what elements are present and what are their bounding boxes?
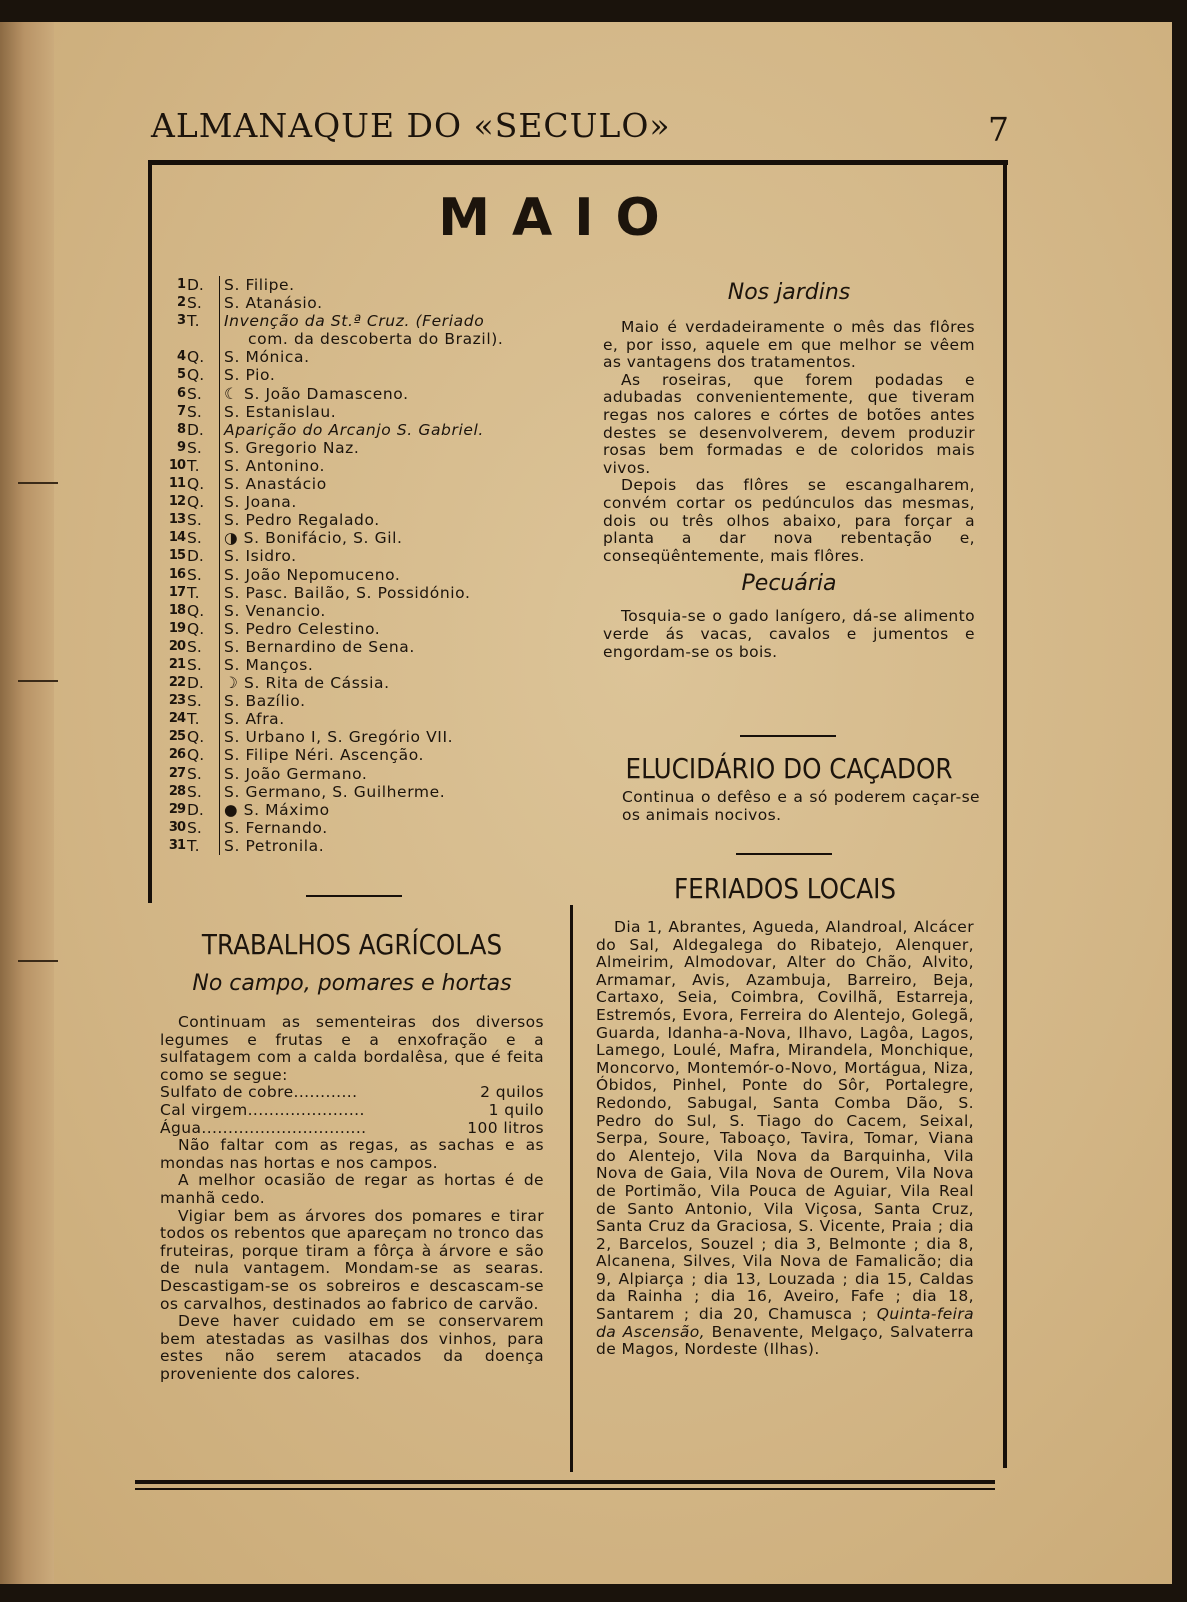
calendar-row <box>166 421 566 439</box>
calendar-weekday: Q. <box>187 619 205 638</box>
calendar-weekday: S. <box>187 782 202 801</box>
recipe-quantity: 100 litros <box>467 1118 544 1137</box>
calendar-saint: S. Pasc. Bailão, S. Possidónio. <box>219 584 471 602</box>
calendar-row <box>166 801 566 819</box>
frame-right-rule <box>1003 160 1007 1468</box>
calendar-weekday: Q. <box>187 746 205 765</box>
calendar-day: 3 <box>176 313 185 329</box>
calendar-day: 6 <box>176 385 185 401</box>
calendar-weekday: Q. <box>187 493 205 512</box>
calendar-day: 13 <box>168 512 185 528</box>
calendar-day: 5 <box>176 367 185 383</box>
calendar-saint: S. Germano, S. Guilherme. <box>219 783 445 801</box>
calendar-day: 28 <box>168 783 185 799</box>
calendar-day: 9 <box>176 439 185 455</box>
section-rule <box>736 853 832 855</box>
month-title: MAIO <box>438 188 682 248</box>
calendar-weekday: Q. <box>187 728 205 747</box>
calendar-saint: Invenção da St.ª Cruz. (Feriado <box>219 312 484 330</box>
calendar-weekday: S. <box>187 692 202 711</box>
recipe-list <box>160 1084 544 1137</box>
calendar-saint: S. Joana. <box>219 493 297 511</box>
calendar-row <box>166 294 566 312</box>
calendar-weekday: S. <box>187 511 202 530</box>
page-number: 7 <box>988 110 1009 149</box>
calendar-saint: S. Pedro Regalado. <box>219 511 380 529</box>
calendar-row <box>166 728 566 746</box>
calendar-day: 22 <box>168 675 185 691</box>
calendar-saint: S. Fernando. <box>219 819 328 837</box>
calendar-day: 20 <box>168 638 185 654</box>
calendar-row <box>166 710 566 728</box>
calendar-day: 19 <box>168 620 185 636</box>
calendar-weekday: S. <box>187 637 202 656</box>
recipe-line <box>160 1120 544 1138</box>
calendar-day: 24 <box>168 711 185 727</box>
trabalhos-paragraph: Deve haver cuidado em se conservarem bem atestadas as vasilhas dos vinhos, para estes não serem atacados da doença proveniente dos calores. <box>160 1312 544 1383</box>
elucidario-heading: ELUCIDÁRIO DO CAÇADOR <box>625 752 953 785</box>
elucidario-section <box>598 752 980 824</box>
calendar-weekday: S. <box>187 384 202 403</box>
calendar-saint: ☽ S. Rita de Cássia. <box>219 674 390 692</box>
calendar-weekday: S. <box>187 294 202 313</box>
calendar-day: 29 <box>168 801 185 817</box>
frame-bottom-rule-thin <box>135 1488 995 1490</box>
calendar-saint: S. Petronila. <box>219 837 324 855</box>
calendar-saint: S. João Nepomuceno. <box>219 566 400 584</box>
calendar-saint: S. Anastácio <box>219 475 327 493</box>
calendar-saint: S. Bernardino de Sena. <box>219 638 415 656</box>
calendar-saint: S. Afra. <box>219 710 285 728</box>
calendar-row <box>166 656 566 674</box>
feriados-section <box>596 872 974 1359</box>
calendar-saint: ☾ S. João Damasceno. <box>219 385 409 403</box>
calendar-saint: S. Venancio. <box>219 602 326 620</box>
calendar-row <box>166 584 566 602</box>
recipe-quantity: 1 quilo <box>488 1100 544 1119</box>
calendar-weekday: D. <box>187 276 204 294</box>
running-header: ALMANAQUE DO «SECULO» <box>151 106 671 145</box>
calendar-saint: S. Estanislau. <box>219 403 336 421</box>
spine-tick <box>18 680 58 682</box>
trabalhos-heading: TRABALHOS AGRÍCOLAS <box>201 928 503 961</box>
section-rule <box>740 735 836 737</box>
calendar-day: 25 <box>168 729 185 745</box>
calendar-row <box>166 602 566 620</box>
calendar-weekday: T. <box>187 710 200 729</box>
calendar-weekday: S. <box>187 438 202 457</box>
calendar-row <box>166 403 566 421</box>
calendar-row <box>166 620 566 638</box>
calendar-saint: S. Pedro Celestino. <box>219 620 380 638</box>
calendar-day: 8 <box>176 421 185 437</box>
frame-top-rule <box>148 160 1008 165</box>
calendar-row <box>166 819 566 837</box>
calendar-weekday: D. <box>187 420 204 439</box>
calendar-row <box>166 330 566 348</box>
calendar-day: 17 <box>168 584 185 600</box>
calendar-weekday: D. <box>187 800 204 819</box>
jardins-heading: Nos jardins <box>727 280 851 305</box>
jardins-paragraph: As roseiras, que forem podadas e adubadas convenientemente, que tiveram regas nos calores e córtes de botões antes destes se desenvolverem, devem produzir rosas bem formadas e de coloridos mais vivos. <box>603 370 975 477</box>
calendar-saint: S. Bazílio. <box>219 692 306 710</box>
elucidario-paragraph: Continua o defêso e a só poderem caçar-se os animais nocivos. <box>622 788 980 824</box>
calendar-saint: S. Pio. <box>219 366 275 384</box>
pecuaria-heading: Pecuária <box>741 571 837 597</box>
pecuaria-paragraph: Tosquia-se o gado lanígero, dá-se alimento verde ás vacas, cavalos e jumentos e engordam-se os bois. <box>603 607 975 661</box>
trabalhos-paragraph: Não faltar com as regas, as sachas e as mondas nas hortas e nos campos. <box>160 1136 544 1172</box>
calendar-saint: S. Isidro. <box>219 547 297 565</box>
calendar-day: 26 <box>168 747 185 763</box>
calendar-weekday: S. <box>187 402 202 421</box>
calendar-saint: S. Mónica. <box>219 348 310 366</box>
calendar-saint: S. Antonino. <box>219 457 325 475</box>
recipe-item: Água............................... <box>160 1118 367 1137</box>
calendar-saint: ◑ S. Bonifácio, S. Gil. <box>219 529 403 547</box>
calendar-saint: S. Manços. <box>219 656 313 674</box>
saints-calendar <box>166 276 566 855</box>
calendar-day: 27 <box>168 765 185 781</box>
calendar-saint: S. Filipe. <box>219 276 295 294</box>
calendar-weekday: S. <box>187 529 202 548</box>
calendar-weekday: S. <box>187 764 202 783</box>
calendar-saint: S. Urbano I, S. Gregório VII. <box>219 728 453 746</box>
calendar-row <box>166 674 566 692</box>
calendar-day: 21 <box>168 656 185 672</box>
feriados-heading: FERIADOS LOCAIS <box>673 872 897 905</box>
calendar-day: 2 <box>176 295 185 311</box>
calendar-row <box>166 385 566 403</box>
spine-tick <box>18 960 58 962</box>
recipe-item: Cal virgem...................... <box>160 1100 365 1119</box>
calendar-day: 30 <box>168 819 185 835</box>
calendar-row <box>166 312 566 330</box>
calendar-weekday: S. <box>187 818 202 837</box>
calendar-weekday: D. <box>187 547 204 566</box>
feriados-text-end: Benavente, Melgaço, Salvaterra de Magos, Nordeste (Ilhas). <box>596 1322 974 1359</box>
calendar-weekday: Q. <box>187 366 205 385</box>
calendar-row <box>166 439 566 457</box>
trabalhos-paragraph: Vigiar bem as árvores dos pomares e tirar todos os rebentos que apareçam no tronco das fruteiras, porque tiram a fôrça à árvore e são de nula vantagem. Mondam-se as searas. Descastigam-se os sobreiros e descascam-se os carvalhos, destinados ao fabrico de carvão. <box>160 1206 544 1313</box>
calendar-saint: Aparição do Arcanjo S. Gabriel. <box>219 421 484 439</box>
calendar-weekday: T. <box>187 836 200 855</box>
calendar-day <box>166 330 185 348</box>
recipe-item: Sulfato de cobre............ <box>160 1083 358 1102</box>
calendar-day: 4 <box>176 349 185 365</box>
calendar-row <box>166 547 566 565</box>
calendar-weekday <box>185 330 219 348</box>
column-divider <box>570 905 573 1472</box>
frame-left-rule <box>148 160 152 903</box>
book-spine <box>0 22 54 1584</box>
calendar-row <box>166 475 566 493</box>
calendar-day: 16 <box>168 566 185 582</box>
calendar-row <box>166 638 566 656</box>
calendar-day: 1 <box>176 277 185 292</box>
calendar-row <box>166 746 566 764</box>
calendar-day: 11 <box>168 476 185 492</box>
feriados-text: Dia 1, Abrantes, Agueda, Alandroal, Alcácer do Sal, Aldegalega do Ribatejo, Alenquer, Almeirim, Almodovar, Alter do Chão, Alvito, Armamar, Avis, Azambuja, Barreiro, Beja, Cartaxo, Seia, Coimbra, Covilhã, Estarreja, Estremós, Evora, Ferreira do Alentejo, Golegã, Guarda, Idanha-a-Nova, Ilhavo, Lagôa, Lagos, Lamego, Loulé, Mafra, Mirandela, Monchique, Moncorvo, Montemór-o-Novo, Mortágua, Niza, Óbidos, Pinhel, Ponte do Sôr, Portalegre, Redondo, Sabugal, Santa Comba Dão, S. Pedro do Sul, S. Tiago do Cacem, Seixal, Serpa, Soure, Taboaço, Tavira, Tomar, Viana do Alentejo, Vila Nova da Barquinha, Vila Nova de Gaia, Vila Nova de Ourem, Vila Nova de Portimão, Vila Pouca de Aguiar, Vila Real de Santo Antonio, Vila Viçosa, Santa Cruz, Santa Cruz da Graciosa, S. Vicente, Praia ; dia 2, Barcelos, Souzel ; dia 3, Belmonte ; dia 8, Alcanena, Silves, Vila Nova de Famalicão; dia 9, Alpiarça ; dia 13, Louzada ; dia 15, Caldas da Rainha ; dia 16, Aveiro, Fafe ; dia 18, Santarem ; dia 20, Chamusca ; <box>596 918 974 1324</box>
trabalhos-paragraph: Continuam as sementeiras dos diversos legumes e frutas e a enxofração e a sulfatagem com a calda bordalêsa, que é feita como se segue: <box>160 1013 544 1084</box>
calendar-weekday: Q. <box>187 348 205 367</box>
recipe-quantity: 2 quilos <box>480 1083 544 1102</box>
calendar-weekday: T. <box>187 456 200 475</box>
calendar-row <box>166 837 566 855</box>
calendar-row <box>166 783 566 801</box>
calendar-weekday: D. <box>187 674 204 693</box>
calendar-row <box>166 493 566 511</box>
trabalhos-section <box>160 928 544 1383</box>
calendar-row <box>166 276 566 294</box>
right-column <box>603 280 975 661</box>
calendar-day: 10 <box>168 457 185 473</box>
calendar-day: 31 <box>168 837 185 853</box>
calendar-row <box>166 765 566 783</box>
section-rule <box>306 895 402 897</box>
calendar-day: 12 <box>168 494 185 510</box>
trabalhos-paragraph: A melhor ocasião de regar as hortas é de manhã cedo. <box>160 1171 544 1207</box>
recipe-line <box>160 1084 544 1102</box>
calendar-weekday: Q. <box>187 475 205 494</box>
calendar-day: 15 <box>168 548 185 564</box>
calendar-day: 7 <box>176 403 185 419</box>
calendar-weekday: T. <box>187 583 200 602</box>
calendar-saint: ● S. Máximo <box>219 801 330 819</box>
calendar-saint: S. Atanásio. <box>219 294 323 312</box>
calendar-day: 14 <box>168 530 185 546</box>
feriados-paragraph <box>596 919 974 1359</box>
calendar-row <box>166 692 566 710</box>
calendar-saint: com. da descoberta do Brazil). <box>219 330 503 348</box>
jardins-paragraph: Maio é verdadeiramente o mês das flôres e, por isso, aquele em que melhor se vêem as vantagens dos tratamentos. <box>603 318 975 372</box>
calendar-day: 18 <box>168 602 185 618</box>
spine-tick <box>18 482 58 484</box>
calendar-weekday: S. <box>187 655 202 674</box>
calendar-weekday: Q. <box>187 601 205 620</box>
calendar-row <box>166 529 566 547</box>
calendar-weekday: T. <box>187 312 200 331</box>
calendar-day: 23 <box>168 693 185 709</box>
feriados-italic-text: Quinta-feira da Ascensão, <box>596 1305 975 1341</box>
calendar-saint: S. Gregorio Naz. <box>219 439 359 457</box>
recipe-line <box>160 1102 544 1120</box>
calendar-row <box>166 566 566 584</box>
calendar-row <box>166 348 566 366</box>
frame-bottom-rule <box>135 1480 995 1484</box>
calendar-weekday: S. <box>187 565 202 584</box>
calendar-row <box>166 457 566 475</box>
calendar-saint: S. Filipe Néri. Ascenção. <box>219 746 424 764</box>
calendar-row <box>166 511 566 529</box>
calendar-saint: S. João Germano. <box>219 765 367 783</box>
jardins-paragraph: Depois das flôres se escangalharem, convém cortar os pedúnculos das mesmas, dois ou três olhos abaixo, para forçar a planta a dar nova rebentação e, conseqüêntemente, mais flôres. <box>603 476 975 565</box>
calendar-row <box>166 366 566 384</box>
trabalhos-subheading: No campo, pomares e hortas <box>192 971 512 996</box>
